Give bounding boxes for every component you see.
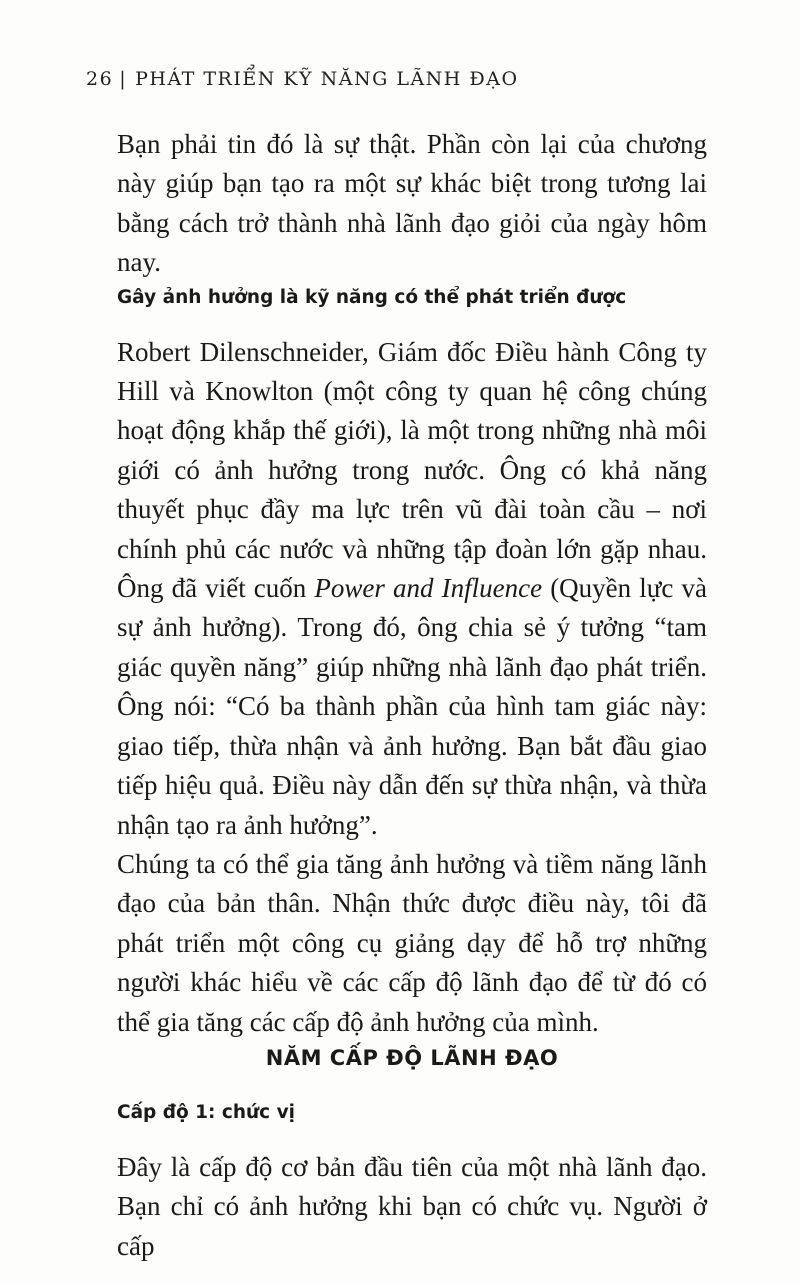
cited-book-title: Power and Influence <box>314 573 543 604</box>
section-heading-five-levels: NĂM CẤP ĐỘ LÃNH ĐẠO <box>265 1045 559 1070</box>
paragraph-level-1: Đây là cấp độ cơ bản đầu tiên của một nhà lãnh đạo. Bạn chỉ có ảnh hưởng khi bạn có chức vụ. Người ở cấp <box>117 1151 707 1261</box>
paragraph-dilenschneider-part-2: (Quyền lực và sự ảnh hưởng). Trong đó, ông chia sẻ ý tưởng “tam giác quyền năng” giúp những nhà lãnh đạo phát triển. Ông nói: “Có ba thành phần của hình tam giác này: giao tiếp, thừa nhận và ảnh hưởng. Bạn bắt đầu giao tiếp hiệu quả. Điều này dẫn đến sự thừa nhận, và thừa nhận tạo ra ảnh hưởng”. <box>117 573 707 840</box>
page-content <box>117 125 707 1266</box>
header-separator: | <box>119 68 128 90</box>
page-number: 26 <box>86 68 114 90</box>
subheading-influence: Gây ảnh hưởng là kỹ năng có thể phát triển được <box>117 286 627 308</box>
paragraph-intro: Bạn phải tin đó là sự thật. Phần còn lại của chương này giúp bạn tạo ra một sự khác biệt trong tương lai bằng cách trở thành nhà lãnh đạo giỏi của ngày hôm nay. <box>117 129 707 278</box>
running-header <box>86 68 519 90</box>
paragraph-dilenschneider-part-1: Robert Dilenschneider, Giám đốc Điều hành Công ty Hill và Knowlton (một công ty quan hệ công chúng hoạt động khắp thế giới), là một trong những nhà môi giới có ảnh hưởng trong nước. Ông có khả năng thuyết phục đầy ma lực trên vũ đài toàn cầu – nơi chính phủ các nước và những tập đoàn lớn gặp nhau. Ông đã viết cuốn <box>117 336 707 604</box>
paragraph-teaching-tool: Chúng ta có thể gia tăng ảnh hưởng và tiềm năng lãnh đạo của bản thân. Nhận thức được điều này, tôi đã phát triển một công cụ giảng dạy để hỗ trợ những người khác hiểu về các cấp độ lãnh đạo để từ đó có thể gia tăng các cấp độ ảnh hưởng của mình. <box>117 848 707 1037</box>
book-title-header: PHÁT TRIỂN KỸ NĂNG LÃNH ĐẠO <box>135 68 519 90</box>
paragraph-dilenschneider <box>117 333 707 845</box>
level-1-heading: Cấp độ 1: chức vị <box>117 1101 295 1123</box>
